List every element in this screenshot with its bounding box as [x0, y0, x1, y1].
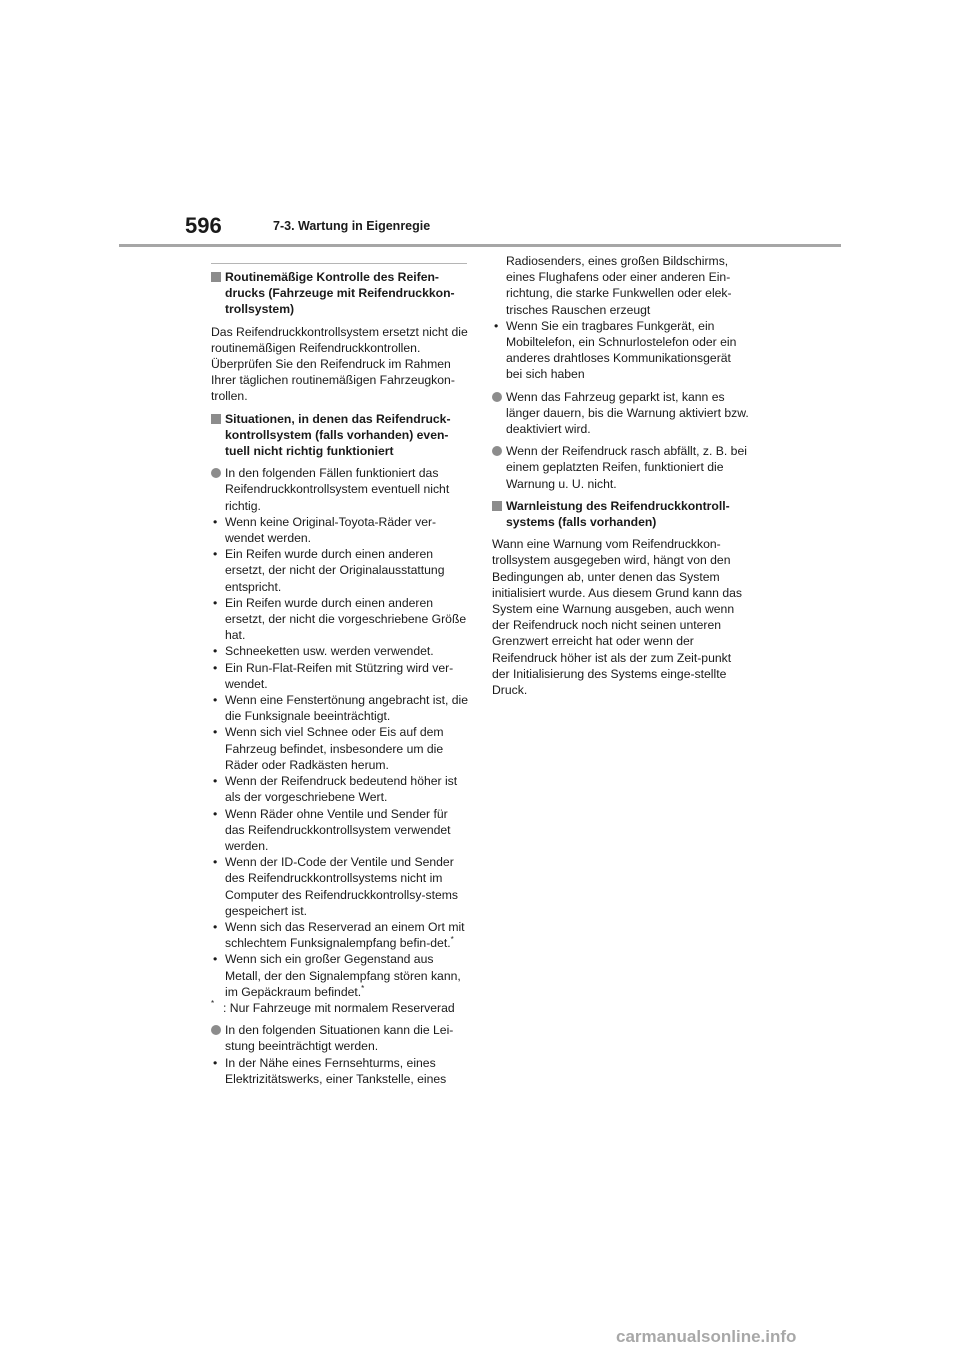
circle-bullet-icon — [211, 1025, 221, 1035]
paragraph-routine-check: Das Reifendruckkontrollsystem ersetzt nicht die routinemäßigen Reifendruckkontrollen. Überprüfen Sie den Reifendruck im Rahmen Ihrer täglichen routinemäßigen Fahrzeugkon-trollen. — [211, 324, 468, 404]
list-item: • Ein Reifen wurde durch einen anderen ersetzt, der nicht der Originalausstattung entspricht. — [213, 547, 445, 594]
circle-item-performance-text: In den folgenden Situationen kann die Lei-stung beeinträchtigt werden. — [225, 1023, 454, 1054]
footnote — [211, 1000, 469, 1016]
square-bullet-icon — [211, 272, 221, 282]
circle-item-parked-text: Wenn das Fahrzeug geparkt ist, kann es länger dauern, bis die Warnung aktiviert bzw. deaktiviert wird. — [506, 389, 749, 437]
square-bullet-icon — [211, 414, 221, 424]
watermark: carmanualsonline.info — [616, 1327, 797, 1346]
list-item: • Wenn der Reifendruck bedeutend höher ist als der vorgeschriebene Wert. — [213, 774, 458, 805]
circle-bullet-icon — [211, 468, 221, 478]
circle-item-performance — [211, 1022, 469, 1054]
column-rule — [211, 263, 467, 264]
list-item: • Wenn Sie ein tragbares Funkgerät, ein Mobiltelefon, ein Schnurlostelefon oder ein anderes drahtloses Kommunikationsgerät bei sich haben — [494, 318, 737, 382]
heading-situations-text: Situationen, in denen das Reifendruck-kontrollsystem (falls vorhanden) even-tuell nicht richtig funktioniert — [225, 411, 451, 459]
right-column — [492, 253, 750, 704]
performance-list — [211, 1055, 469, 1087]
performance-list-continued — [492, 318, 750, 383]
section-title: 7-3. Wartung in Eigenregie — [273, 219, 431, 233]
list-continuation: Radiosenders, eines großen Bildschirms, eines Flughafens oder einer anderen Ein-richtung, die starke Funkwellen oder elek-trisches Rauschen erzeugt — [506, 254, 732, 317]
list-item: • Wenn keine Original-Toyota-Räder ver-wendet werden. — [213, 514, 437, 546]
circle-item-pressure-drop — [492, 443, 750, 492]
circle-bullet-icon — [492, 446, 502, 456]
footnote-text: : Nur Fahrzeuge mit normalem Reserverad — [223, 1000, 455, 1015]
left-column — [211, 269, 469, 1087]
paragraph-warning-performance: Wann eine Warnung vom Reifendruckkon-trollsystem ausgegeben wird, hängt von den Bedingungen ab, unter denen das System initialisiert wurde. Aus diesem Grund kann das System eine Warnung ausgeben, auch wenn der Reifendruck noch nicht seinen unteren Grenzwert erreicht hat oder wenn der Reifendruck höher ist als der zum Zeit-punkt der Initialisierung des Systems einge-stellte Druck. — [492, 537, 742, 698]
list-item: • Wenn eine Fenstertönung angebracht ist, die die Funksignale beeinträchtigt. — [213, 693, 469, 724]
malfunction-list — [211, 514, 469, 1000]
footnote-marker: * — [361, 983, 365, 993]
circle-item-parked — [492, 389, 750, 438]
header-rule — [119, 244, 841, 247]
circle-item-malfunction-text: In den folgenden Fällen funktioniert das Reifendruckkontrollsystem eventuell nicht richtig. — [225, 466, 450, 513]
list-item: • Ein Run-Flat-Reifen mit Stützring wird ver-wendet. — [213, 660, 454, 691]
list-item: • Wenn sich ein großer Gegenstand aus Metall, der den Signalempfang stören kann, im Gepäckraum befindet.* — [213, 952, 461, 999]
list-item: • In der Nähe eines Fernsehturms, eines Elektrizitätswerks, einer Tankstelle, eines — [213, 1055, 447, 1086]
list-item: • Wenn Räder ohne Ventile und Sender für das Reifendruckkontrollsystem verwendet werden. — [213, 806, 451, 853]
circle-item-malfunction — [211, 465, 469, 514]
circle-item-pressure-drop-text: Wenn der Reifendruck rasch abfällt, z. B. bei einem geplatzten Reifen, funktioniert die Warnung u. U. nicht. — [506, 444, 747, 491]
list-item: • Wenn der ID-Code der Ventile und Sender des Reifendruckkontrollsystems nicht im Computer des Reifendruckkontrollsy-stems gespeichert ist. — [213, 855, 459, 918]
heading-routine-check — [211, 269, 469, 318]
footnote-star: * — [211, 998, 215, 1008]
page-number: 596 — [185, 213, 222, 238]
list-item: • Wenn sich viel Schnee oder Eis auf dem Fahrzeug befindet, insbesondere um die Räder oder Radkästen herum. — [213, 725, 444, 772]
heading-warning-performance — [492, 498, 750, 530]
square-bullet-icon — [492, 501, 502, 511]
list-item: • Ein Reifen wurde durch einen anderen ersetzt, der nicht die vorgeschriebene Größe hat. — [213, 595, 467, 643]
heading-routine-check-text: Routinemäßige Kontrolle des Reifen-drucks (Fahrzeuge mit Reifendruckkon-trollsystem) — [225, 270, 455, 317]
circle-bullet-icon — [492, 392, 502, 402]
list-item: • Schneeketten usw. werden verwendet. — [213, 644, 434, 659]
heading-warning-performance-text: Warnleistung des Reifendruckkontroll-systems (falls vorhanden) — [506, 498, 730, 530]
footnote-marker: * — [450, 935, 454, 945]
list-item: • Wenn sich das Reserverad an einem Ort mit schlechtem Funksignalempfang befin-det.* — [213, 919, 465, 951]
heading-situations — [211, 411, 469, 460]
